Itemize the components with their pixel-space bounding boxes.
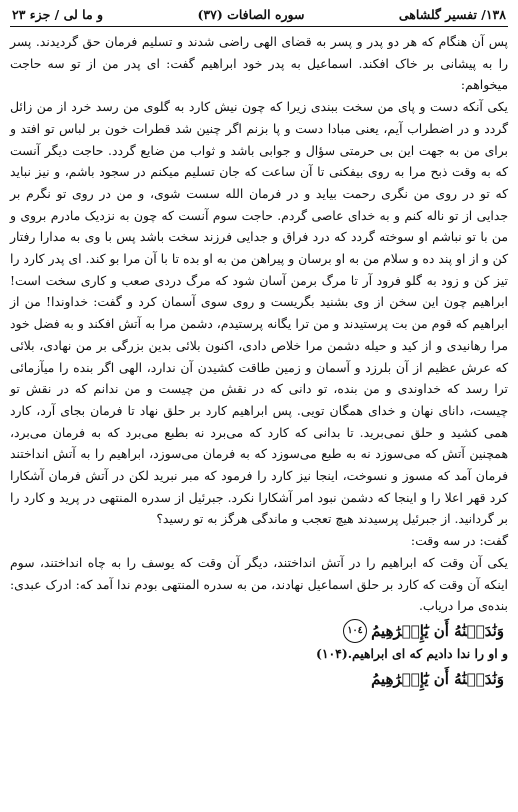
paragraph-1: پس آن هنگام که هر دو پدر و پسر به قضای الهی راضی شدند و تسلیم فرمان حق گردیدند. پسر را به پیشانی بر خاک افکند. اسماعیل به پدر خود ابراهیم گفت: ای پدر من از تو سه حاجت میخواهم: xyxy=(10,34,508,93)
header-divider xyxy=(10,26,508,27)
paragraph-3: گفت: در سه وقت: xyxy=(410,533,508,549)
quran-verse-104-repeat xyxy=(10,667,508,691)
verse-translation: و او را ندا دادیم که ای ابراهیم.(۱۰۴) xyxy=(316,645,508,661)
paragraph-2: یکی آنکه دست و پای من سخت ببندی زیرا که چون نیش کارد به گلوی من رسد خرد از من زائل گردد و در اضطراب آیم، یعنی مبادا دست و پا بزنم اگر چنین شد قطرات خون بر لباس تو افتد و برای من به جهت این بی حرمتی سؤال و جوابی باشد و ثواب من ضایع گردد. حاجت دیگر آنست که به وقت ذبح مرا به روی بیفکنی تا آن ساعت که جان تسلیم میکنم در سجود باشم، و نیز نباید که تو در روی من نگری رحمت بیاید و در فرمان الله سست شوی، و من در روی تو نگرم بر جدایی از تو ناله کنم و به خدای عاصی گردم. حاجت سوم آنست که چون به نزدیک مادرم بروی و من با تو نباشم او سوخته گردد که درد فراق و جدایی فرزند سخت باشد پس با وی به مدارا رفتار کن و از او پند ده و سلام من به او برسان و پیراهن من به او بده تا با آن مرا بو کند. ای پدر کارد را تیز کن و زود به گلو فرود آر تا مرگ برمن آسان شود که مرگ دردی صعب و کاری سخت است! ابراهیم چون این سخن از وی بشنید بگریست و روی سوی آسمان کرد و گفت: خداوندا! من از ابراهیم که قوم من بت پرستیدند و من ترا یگانه پرستیدم، دشمن مرا به آتش افکند و به فضل خود مرا رهانیدی و از کید و حیله دشمن مرا خلاص دادی، اکنون بلائی بدین بزرگی بر من نهادی، بلائی که عرش عظیم از آن بلرزد و آسمان و زمین طاقت کشیدن آن ندارد، الهی اگر بنده را میآزمائی ترا رسد که خداوندی و من بنده، تو دانی که در نقش من چیست و من ندانم که در نقش تو چیست، دانای نهان و خدای همگان تویی. پس ابراهیم کارد بر حلق نهاد تا فرمان بجای آرد، کارد همی کشید و حلق نمی‌برید. تا بدانی که کارد که می‌برد نه بطبع می‌برد که به فرمان می‌برد، همچنین آتش که می‌سوزد نه به طبع می‌سوزد که به فرمان می‌سوزد، ابراهیم را به آتش انداختند فرمان آمد که مسوز و نسوخت، اینجا نیز کارد را فرمود که مبر نبرید لکن در آتش فرمان آشکارا کرد قهر اعلا را و اینجا که دشمن نبود امر آشکارا نکرد. جبرئیل از سدره المنتهی در پرید و کارد را بر گردانید. از جبرئیل پرسیدند هیچ تعجب و ماندگی هرگز به تو رسید؟ xyxy=(10,99,508,527)
header-juz: و ما لی / جزء ۲۳ xyxy=(12,7,104,22)
quran-verse-104 xyxy=(10,619,508,643)
page-header xyxy=(10,6,508,24)
header-surah-title: سوره الصافات (۳۷) xyxy=(197,7,305,22)
verse-arabic-text-2: وَنَٰدَيۡنَٰهُ أَن يَٰٓإِبۡرَٰهِيمُ xyxy=(371,669,504,688)
verse-arabic-text: وَنَٰدَيۡنَٰهُ أَن يَٰٓإِبۡرَٰهِيمُ xyxy=(371,621,504,640)
header-book-title: ۱۳۸/ تفسیر گلشاهی xyxy=(398,7,506,22)
body-text xyxy=(10,31,508,617)
verse-number-badge: ١٠٤ xyxy=(343,619,367,643)
paragraph-4: یکی آن وقت که ابراهیم را در آتش انداختند، دیگر آن وقت که یوسف را به چاه انداختند، سوم اینکه آن وقت که کارد بر حلق اسماعیل نهادند، من به سدره المنتهی بودم ندا آمد که: ادرک عبدی: بنده‌ی مرا دریاب. xyxy=(10,554,508,614)
